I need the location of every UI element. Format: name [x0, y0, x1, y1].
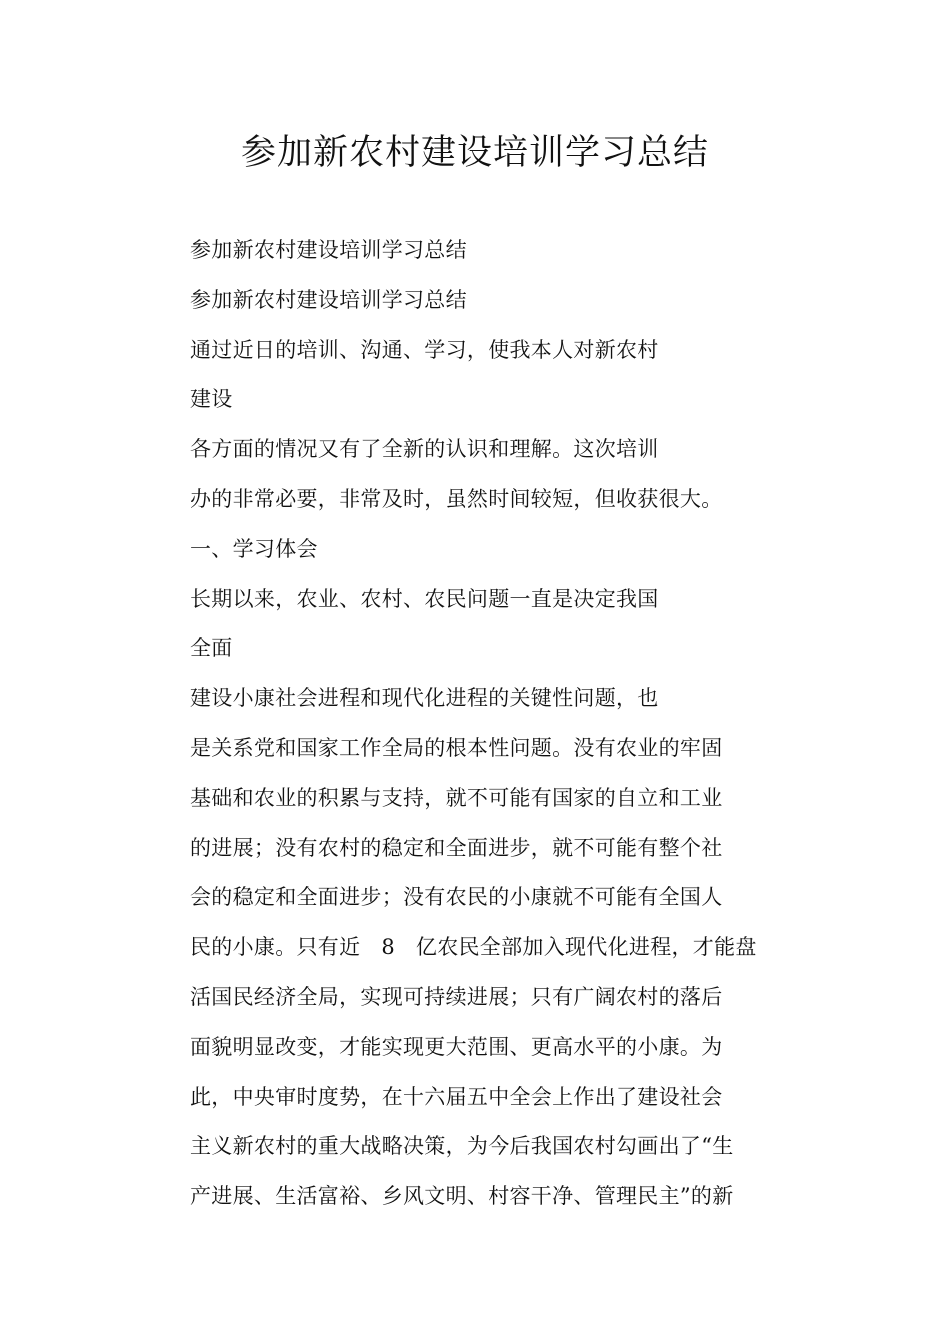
body-line: 各方面的情况又有了全新的认识和理解。这次培训: [190, 437, 659, 462]
body-line: 此，中央审时度势，在十六届五中全会上作出了建设社会: [190, 1084, 723, 1109]
body-line: 建设小康社会进程和现代化进程的关键性问题，也: [190, 686, 659, 711]
body-line: 通过近日的培训、沟通、学习，使我本人对新农村: [190, 337, 659, 362]
body-line: 是关系党和国家工作全局的根本性问题。没有农业的牢固: [190, 735, 723, 760]
body-line: 主义新农村的重大战略决策，为今后我国农村勾画出了“生: [190, 1134, 734, 1159]
body-line: 建设: [190, 387, 233, 412]
body-line: 全面: [190, 636, 233, 661]
body-line: 办的非常必要，非常及时，虽然时间较短，但收获很大。: [190, 486, 723, 511]
body-line: 活国民经济全局，实现可持续进展；只有广阔农村的落后: [190, 984, 723, 1009]
document-body: [190, 230, 890, 1226]
body-line: 产进展、生活富裕、乡风文明、村容干净、管理民主”的新: [190, 1184, 734, 1209]
section-heading: 一、学习体会: [190, 536, 318, 561]
body-line: 基础和农业的积累与支持，就不可能有国家的自立和工业: [190, 785, 723, 810]
body-line: 长期以来，农业、农村、农民问题一直是决定我国: [190, 586, 659, 611]
body-line: 民的小康。只有近 8 亿农民全部加入现代化进程，才能盘: [190, 935, 757, 960]
body-line: 会的稳定和全面进步；没有农民的小康就不可能有全国人: [190, 885, 723, 910]
body-line: 的进展；没有农村的稳定和全面进步，就不可能有整个社: [190, 835, 723, 860]
body-line: 参加新农村建设培训学习总结: [190, 287, 467, 312]
body-line: 面貌明显改变，才能实现更大范围、更高水平的小康。为: [190, 1034, 723, 1059]
document-title: 参加新农村建设培训学习总结: [240, 133, 709, 173]
body-line: 参加新农村建设培训学习总结: [190, 238, 467, 262]
